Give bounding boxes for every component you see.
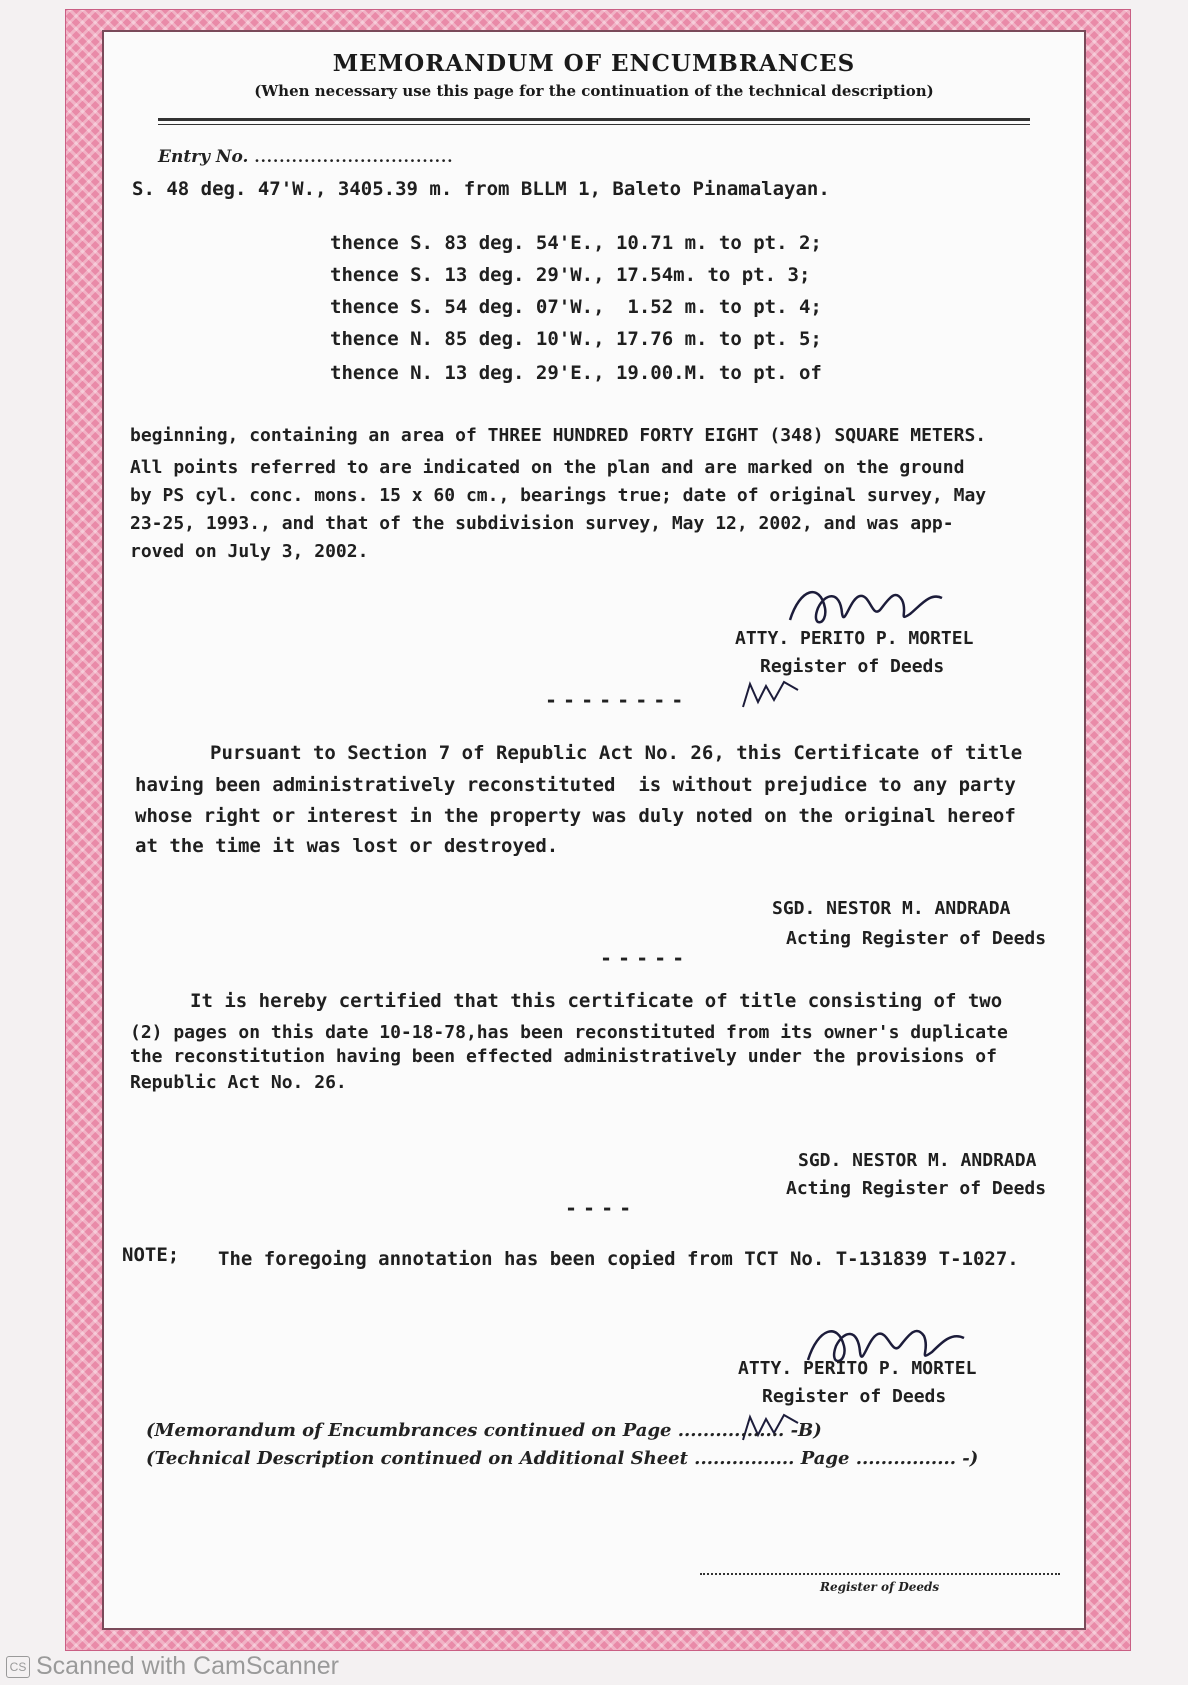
signatory3-title: Acting Register of Deeds xyxy=(786,1178,1047,1199)
camscanner-watermark xyxy=(6,1652,339,1681)
header-rule-thick xyxy=(158,118,1030,121)
certified-line: It is hereby certified that this certificate of title consisting of two xyxy=(190,990,1003,1012)
pursuant-line: at the time it was lost or destroyed. xyxy=(135,835,559,857)
certified-line: (2) pages on this date 10-18-78,has been reconstituted from its owner's duplicate xyxy=(130,1022,1008,1043)
register-label: Register of Deeds xyxy=(820,1580,940,1594)
signatory4-title: Register of Deeds xyxy=(762,1386,947,1407)
thence-line: thence N. 85 deg. 10'W., 17.76 m. to pt. 5; xyxy=(330,328,822,350)
entry-no-blank: ................................ xyxy=(254,148,454,166)
page-title: MEMORANDUM OF ENCUMBRANCES xyxy=(332,50,856,77)
header-rule-thin xyxy=(158,124,1030,125)
signatory2-title: Acting Register of Deeds xyxy=(786,928,1047,949)
pursuant-line: having been administratively reconstituted is without prejudice to any party xyxy=(135,774,1016,796)
separator-dashes: -------- xyxy=(545,688,690,712)
note-label: NOTE; xyxy=(122,1244,180,1266)
signatory1-title: Register of Deeds xyxy=(760,656,945,677)
tech-para-line: beginning, containing an area of THREE HUNDRED FORTY EIGHT (348) SQUARE METERS. xyxy=(130,425,987,446)
tech-line-1: S. 48 deg. 47'W., 3405.39 m. from BLLM 1, Baleto Pinamalayan. xyxy=(132,178,830,200)
entry-no-label: Entry No. xyxy=(158,147,249,167)
footer-memorandum-continued: (Memorandum of Encumbrances continued on Page ................. -B) xyxy=(146,1420,822,1441)
camscanner-logo-icon: CS xyxy=(6,1656,30,1678)
tech-para-line: All points referred to are indicated on the plan and are marked on the ground xyxy=(130,457,965,478)
initials-1 xyxy=(738,672,808,712)
entry-no xyxy=(158,147,453,167)
note-text: The foregoing annotation has been copied from TCT No. T-131839 T-1027. xyxy=(218,1248,1019,1270)
pursuant-line: whose right or interest in the property was duly noted on the original hereof xyxy=(135,805,1016,827)
certified-line: Republic Act No. 26. xyxy=(130,1072,347,1093)
signatory2-name: SGD. NESTOR M. ANDRADA xyxy=(772,898,1011,919)
certified-line: the reconstitution having been effected administratively under the provisions of xyxy=(130,1046,997,1067)
page-subtitle: (When necessary use this page for the continuation of the technical description) xyxy=(254,82,934,100)
signatory4-name: ATTY. PERITO P. MORTEL xyxy=(738,1358,977,1379)
signatory1-name: ATTY. PERITO P. MORTEL xyxy=(735,628,974,649)
watermark-text: Scanned with CamScanner xyxy=(36,1652,339,1680)
pursuant-line: Pursuant to Section 7 of Republic Act No. 26, this Certificate of title xyxy=(210,742,1023,764)
signatory3-name: SGD. NESTOR M. ANDRADA xyxy=(798,1150,1037,1171)
footer-technical-continued: (Technical Description continued on Additional Sheet ................ Page ................ -) xyxy=(146,1448,979,1469)
tech-para-line: by PS cyl. conc. mons. 15 x 60 cm., bearings true; date of original survey, May xyxy=(130,485,987,506)
thence-line: thence S. 83 deg. 54'E., 10.71 m. to pt. 2; xyxy=(330,232,822,254)
separator-dashes: ----- xyxy=(600,946,691,970)
separator-dashes: ---- xyxy=(565,1196,638,1220)
thence-line: thence S. 13 deg. 29'W., 17.54m. to pt. 3; xyxy=(330,264,811,286)
thence-line: thence N. 13 deg. 29'E., 19.00.M. to pt. of xyxy=(330,362,822,384)
thence-line: thence S. 54 deg. 07'W., 1.52 m. to pt. 4; xyxy=(330,296,822,318)
register-signature-line xyxy=(700,1573,1060,1575)
tech-para-line: roved on July 3, 2002. xyxy=(130,541,369,562)
tech-para-line: 23-25, 1993., and that of the subdivision survey, May 12, 2002, and was app- xyxy=(130,513,954,534)
